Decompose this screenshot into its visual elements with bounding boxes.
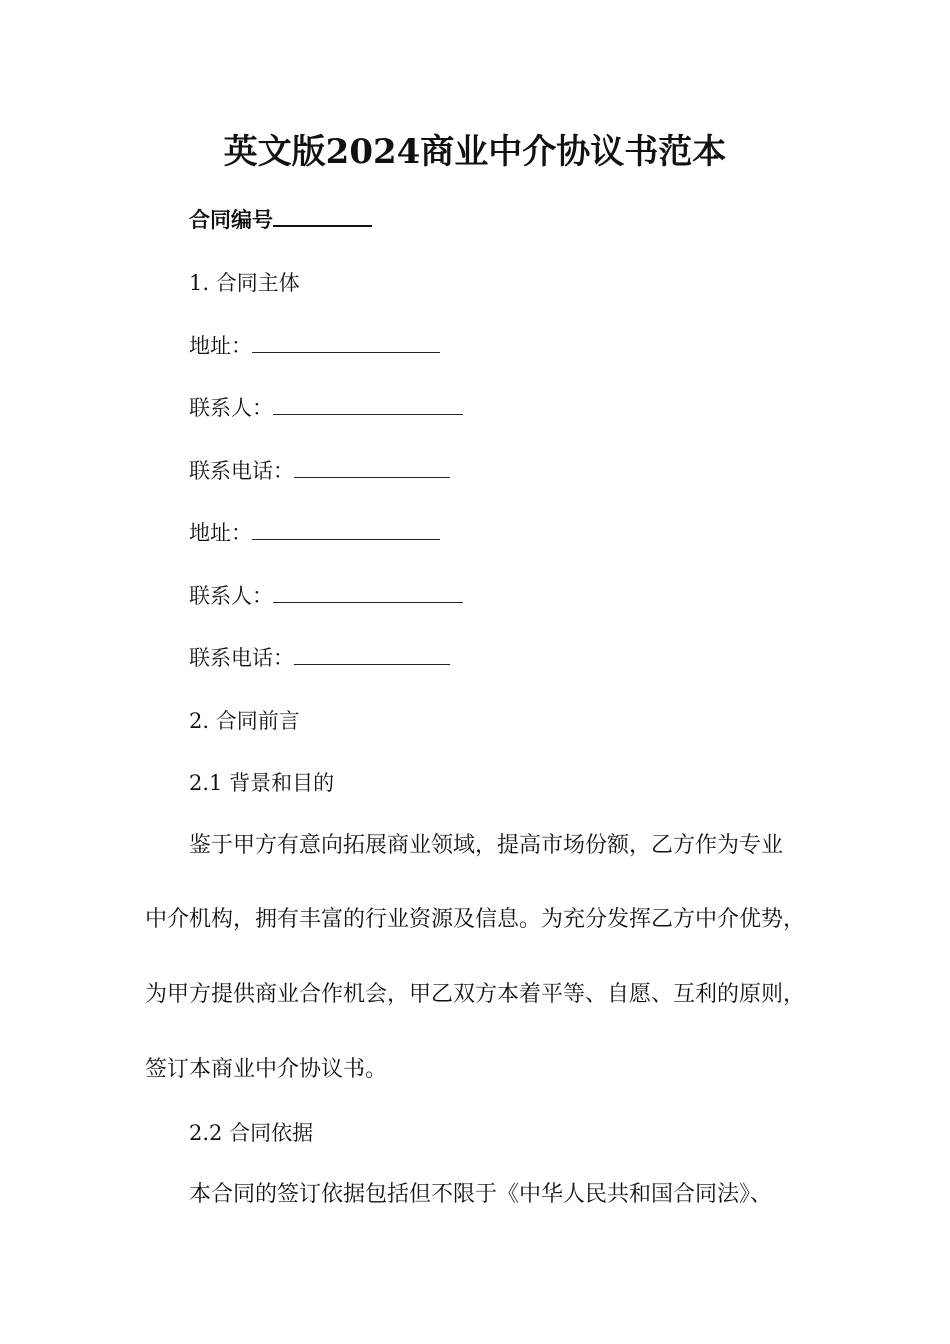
section-2-2-paragraph-line-1: 本合同的签订依据包括但不限于《中华人民共和国合同法》、 (189, 1182, 773, 1207)
contract-number-blank (273, 205, 372, 227)
party-a-contact-row (189, 393, 463, 423)
contract-number-label: 合同编号 (189, 207, 273, 232)
document-title: 英文版2024商业中介协议书范本 (223, 132, 727, 172)
section-2-1-paragraph-line-3: 为甲方提供商业合作机会，甲乙双方本着平等、自愿、互利的原则， (145, 982, 806, 1007)
section-1-heading: 1. 合同主体 (189, 271, 300, 295)
party-a-phone-label: 联系电话： (189, 459, 294, 483)
party-b-address-label: 地址： (189, 521, 252, 545)
contract-number-row (189, 205, 372, 235)
section-2-2-heading: 2.2 合同依据 (189, 1121, 314, 1145)
party-a-phone-blank (294, 457, 450, 478)
party-b-address-blank (252, 519, 440, 540)
section-2-1-paragraph-line-4: 签订本商业中介协议书。 (145, 1057, 388, 1082)
party-b-phone-blank (294, 644, 450, 665)
party-a-address-row (189, 331, 440, 361)
party-a-phone-row (189, 456, 450, 486)
section-2-1-paragraph-line-2: 中介机构，拥有丰富的行业资源及信息。为充分发挥乙方中介优势， (145, 907, 806, 932)
party-b-contact-row (189, 581, 463, 611)
party-b-address-row (189, 518, 440, 548)
section-2-1-paragraph-line-1: 鉴于甲方有意向拓展商业领域，提高市场份额，乙方作为专业 (189, 833, 784, 858)
party-b-contact-blank (273, 582, 463, 603)
party-a-contact-label: 联系人： (189, 396, 273, 420)
party-a-address-blank (252, 332, 440, 353)
section-2-heading: 2. 合同前言 (189, 709, 300, 733)
party-a-address-label: 地址： (189, 334, 252, 358)
party-b-phone-label: 联系电话： (189, 646, 294, 670)
party-b-contact-label: 联系人： (189, 584, 273, 608)
party-b-phone-row (189, 643, 450, 673)
party-a-contact-blank (273, 394, 463, 415)
section-2-1-heading: 2.1 背景和目的 (189, 771, 335, 795)
